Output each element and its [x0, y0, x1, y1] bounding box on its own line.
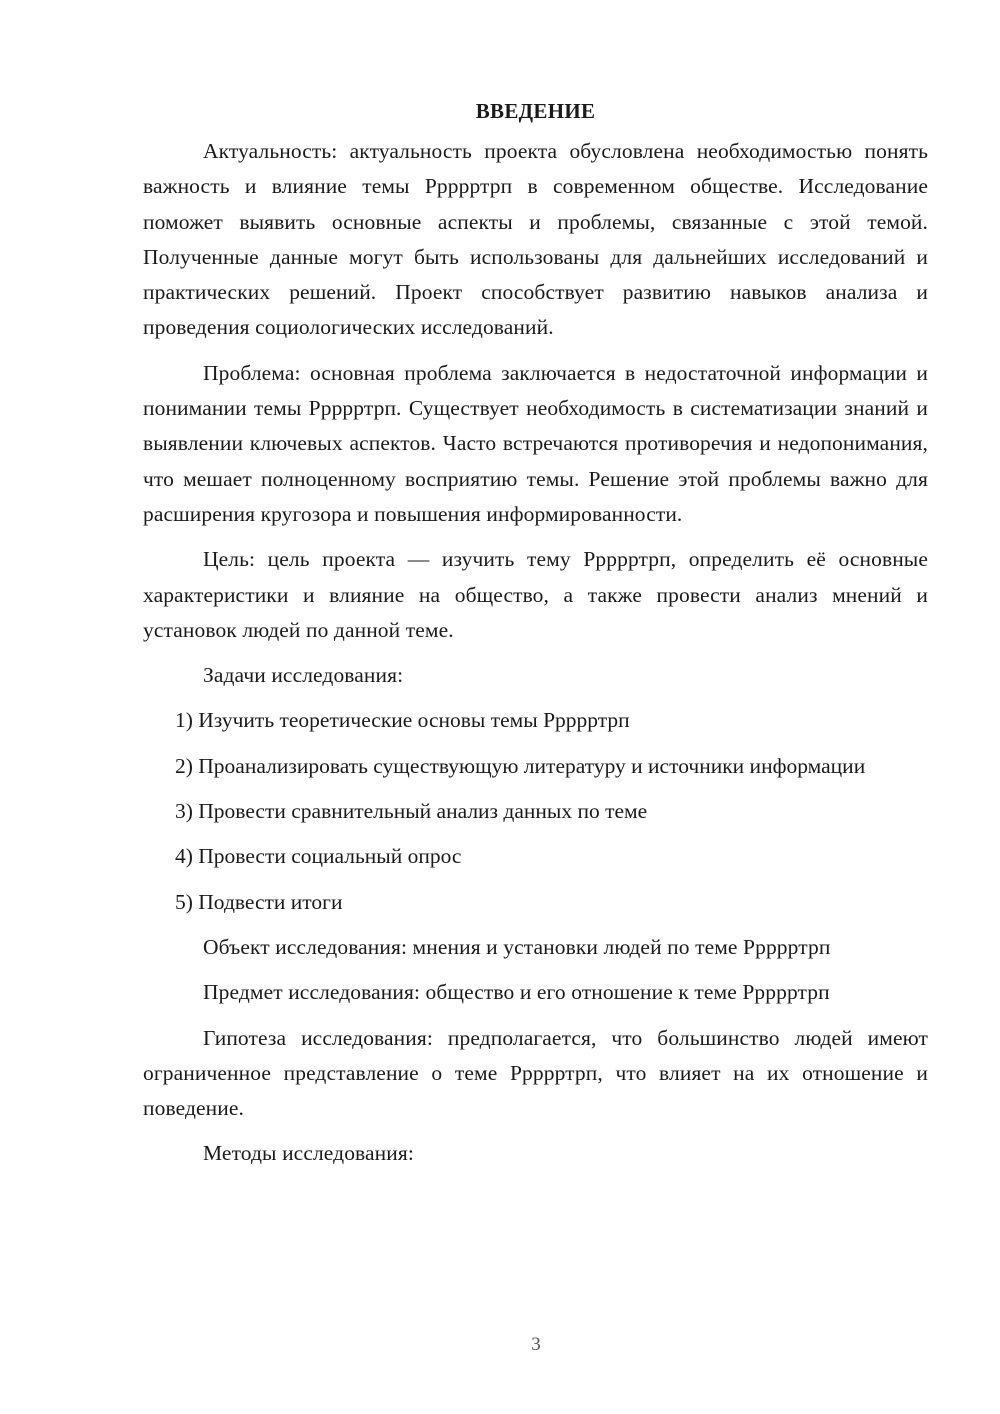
- section-title: ВВЕДЕНИЕ: [475, 99, 596, 123]
- hypothesis-paragraph: Гипотеза исследования: предполагается, что большинство людей имеют ограниченное представление о теме Ррррртрп, что влияет на их отношение и поведение.: [143, 1025, 928, 1121]
- list-item: 1) Изучить теоретические основы темы Ррррртрп: [175, 708, 630, 733]
- subject-paragraph: Предмет исследования: общество и его отношение к теме Ррррртрп: [203, 980, 830, 1005]
- tasks-list: [143, 703, 928, 919]
- document-page: [143, 94, 928, 1182]
- tasks-heading: Задачи исследования:: [203, 663, 404, 688]
- methods-heading: Методы исследования:: [203, 1141, 414, 1166]
- page-number: 3: [531, 1334, 541, 1355]
- list-item: 4) Провести социальный опрос: [175, 844, 462, 869]
- list-item: 5) Подвести итоги: [175, 889, 343, 914]
- object-paragraph: Объект исследования: мнения и установки людей по теме Ррррртрп: [203, 934, 831, 959]
- problem-paragraph: Проблема: основная проблема заключается в недостаточной информации и понимании темы Ррррртрп. Существует необходимость в систематизации знаний и выявлении ключевых аспектов. Часто встречаются противоречия и недопонимания, что мешает полноценному восприятию темы. Решение этой проблемы важно для расширения кругозора и повышения информированности.: [143, 360, 928, 526]
- list-item: 2) Проанализировать существующую литературу и источники информации: [175, 753, 866, 778]
- relevance-paragraph: Актуальность: актуальность проекта обусловлена необходимостью понять важность и влияние темы Ррррртрп в современном обществе. Исследование поможет выявить основные аспекты и проблемы, связанные с этой темой. Полученные данные могут быть использованы для дальнейших исследований и практических решений. Проект способствует развитию навыков анализа и проведения социологических исследований.: [143, 139, 928, 340]
- list-item: 3) Провести сравнительный анализ данных по теме: [175, 799, 648, 824]
- goal-paragraph: Цель: цель проекта — изучить тему Ррррртрп, определить её основные характеристики и влияние на общество, а также провести анализ мнений и установок людей по данной теме.: [143, 547, 928, 642]
